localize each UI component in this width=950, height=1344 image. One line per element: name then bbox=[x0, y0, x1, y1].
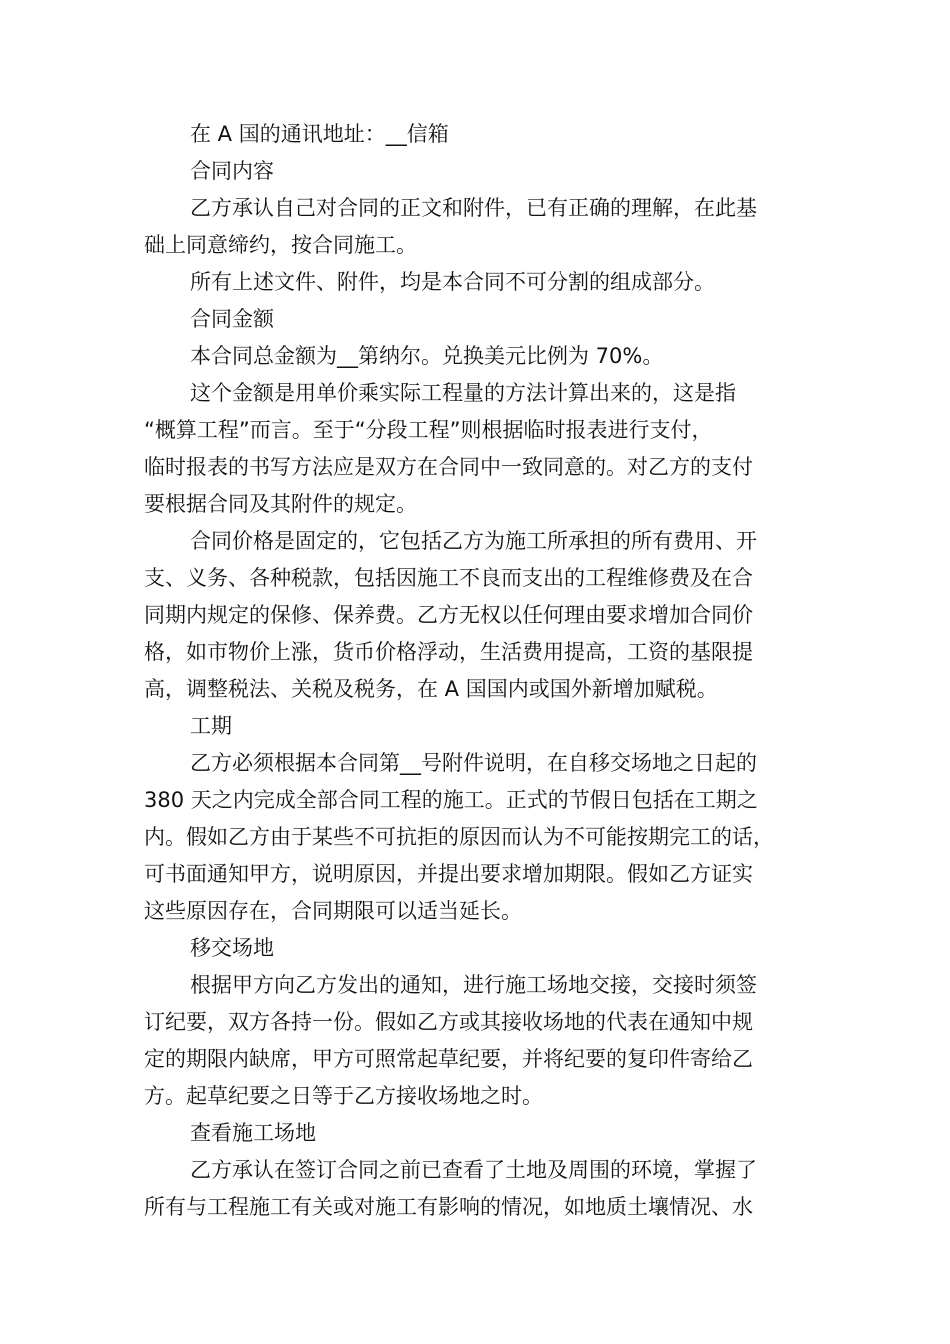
section-heading-schedule: 工期 bbox=[190, 714, 232, 738]
paragraph-line: 础上同意缔约，按合同施工。 bbox=[144, 233, 417, 257]
address-line: 在 A 国的通讯地址：__信箱 bbox=[190, 122, 449, 146]
paragraph-line: 乙方承认自己对合同的正文和附件，已有正确的理解，在此基 bbox=[190, 196, 757, 220]
paragraph-line: 同期内规定的保修、保养费。乙方无权以任何理由要求增加合同价 bbox=[144, 603, 753, 627]
paragraph-line: 所有与工程施工有关或对施工有影响的情况，如地质土壤情况、水 bbox=[144, 1195, 753, 1219]
paragraph-line: 高，调整税法、关税及税务，在 A 国国内或国外新增加赋税。 bbox=[144, 677, 718, 701]
document-page bbox=[144, 116, 808, 1226]
paragraph-line: 乙方承认在签订合同之前已查看了土地及周围的环境，掌握了 bbox=[190, 1158, 757, 1182]
paragraph-line: 方。起草纪要之日等于乙方接收场地之时。 bbox=[144, 1084, 543, 1108]
paragraph-line: 支、义务、各种税款，包括因施工不良而支出的工程维修费及在合 bbox=[144, 566, 753, 590]
paragraph-line: 本合同总金额为__第纳尔。兑换美元比例为 70%。 bbox=[190, 344, 664, 368]
paragraph-line: 合同价格是固定的，它包括乙方为施工所承担的所有费用、开 bbox=[190, 529, 757, 553]
paragraph-line: 内。假如乙方由于某些不可抗拒的原因而认为不可能按期完工的话， bbox=[144, 825, 774, 849]
paragraph-line: 这些原因存在，合同期限可以适当延长。 bbox=[144, 899, 522, 923]
paragraph-line: 380 天之内完成全部合同工程的施工。正式的节假日包括在工期之 bbox=[144, 788, 758, 812]
paragraph-line: 定的期限内缺席，甲方可照常起草纪要，并将纪要的复印件寄给乙 bbox=[144, 1047, 753, 1071]
paragraph-line: 这个金额是用单价乘实际工程量的方法计算出来的，这是指 bbox=[190, 381, 736, 405]
paragraph-line: 订纪要，双方各持一份。假如乙方或其接收场地的代表在通知中规 bbox=[144, 1010, 753, 1034]
paragraph-line: 格，如市物价上涨，货币价格浮动，生活费用提高，工资的基限提 bbox=[144, 640, 753, 664]
paragraph-line: “概算工程”而言。至于“分段工程”则根据临时报表进行支付， bbox=[144, 418, 713, 442]
section-heading-contract-amount: 合同金额 bbox=[190, 307, 274, 331]
section-heading-site-inspection: 查看施工场地 bbox=[190, 1121, 316, 1145]
section-heading-contract-content: 合同内容 bbox=[190, 159, 274, 183]
paragraph-line: 根据甲方向乙方发出的通知，进行施工场地交接，交接时须签 bbox=[190, 973, 757, 997]
paragraph-line: 临时报表的书写方法应是双方在合同中一致同意的。对乙方的支付 bbox=[144, 455, 753, 479]
section-heading-site-handover: 移交场地 bbox=[190, 936, 274, 960]
paragraph-line: 所有上述文件、附件，均是本合同不可分割的组成部分。 bbox=[190, 270, 715, 294]
paragraph-line: 乙方必须根据本合同第__号附件说明，在自移交场地之日起的 bbox=[190, 751, 757, 775]
paragraph-line: 要根据合同及其附件的规定。 bbox=[144, 492, 417, 516]
paragraph-line: 可书面通知甲方，说明原因，并提出要求增加期限。假如乙方证实 bbox=[144, 862, 753, 886]
